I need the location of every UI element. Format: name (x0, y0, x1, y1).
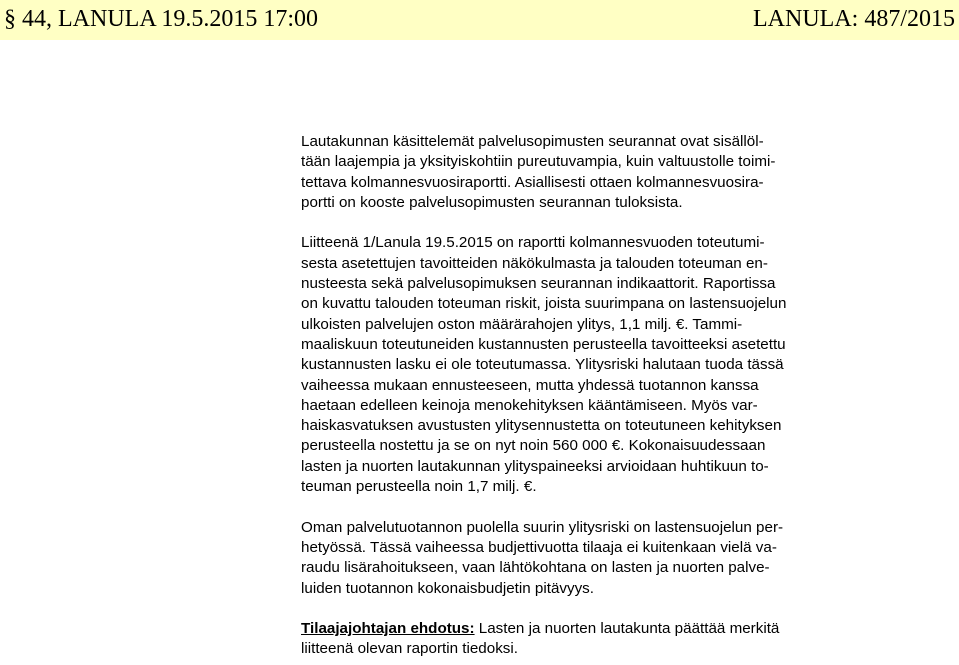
attachment-link[interactable]: Liitteenä 1/Lanula 19.5.2015 (301, 234, 493, 252)
text-line: kustannusten lasku ei ole toteutumassa. Ylitysriski halutaan tuoda tässä (301, 356, 784, 374)
paragraph-spacer (301, 599, 873, 619)
text-line (301, 619, 873, 639)
text-fragment: Lasten ja nuorten lautakunta päättää merkitä (474, 620, 780, 638)
document-body (301, 132, 873, 660)
text-line: portti on kooste palvelusopimusten seurannan tuloksista. (301, 193, 683, 211)
text-line: hetyössä. Tässä vaiheessa budjettivuotta tilaaja ei kuitenkaan vielä va- (301, 538, 777, 556)
text-line: Lautakunnan käsittelemät palvelusopimusten seurannat ovat sisällöl- (301, 133, 764, 150)
text-line: tettava kolmannesvuosiraportti. Asiallisesti ottaen kolmannesvuosira- (301, 173, 764, 191)
text-line: liitteenä olevan raportin tiedoksi. (301, 640, 518, 658)
text-fragment: on raportti kolmannesvuoden toteutumi- (492, 234, 765, 252)
text-line: nusteesta sekä palvelusopimuksen seurannan indikaattorit. Raportissa (301, 275, 776, 293)
text-line: lasten ja nuorten lautakunnan ylityspaineeksi arvioidaan huhtikuun to- (301, 457, 769, 475)
text-line: tään laajempia ja yksityiskohtiin pureutuvampia, kuin valtuustolle toimi- (301, 153, 776, 171)
paragraph-proposal (301, 619, 873, 660)
paragraph-summary (301, 132, 873, 213)
section-reference: § 44, LANULA 19.5.2015 17:00 (4, 6, 318, 32)
text-line: ulkoisten palvelujen oston määrärahojen ylitys, 1,1 milj. €. Tammi- (301, 315, 743, 333)
text-line: Oman palvelutuotannon puolella suurin ylitysriski on lastensuojelun per- (301, 518, 784, 536)
text-line: sesta asetettujen tavoitteiden näkökulmasta ja talouden toteuman en- (301, 254, 768, 272)
document-number: LANULA: 487/2015 (753, 6, 955, 32)
paragraph-report (301, 233, 873, 497)
text-line: maaliskuun toteutuneiden kustannusten perusteella tavoitteeksi asetettu (301, 335, 786, 353)
text-line: perusteella nostettu ja se on nyt noin 560 000 €. Kokonaisuudessaan (301, 437, 766, 455)
paragraph-spacer (301, 497, 873, 517)
text-line: vaiheessa mukaan ennusteeseen, mutta yhdessä tuotannon kanssa (301, 376, 759, 394)
document-header (0, 0, 959, 40)
text-line: teuman perusteella noin 1,7 milj. €. (301, 478, 537, 496)
text-line (301, 233, 873, 253)
text-line: luiden tuotannon kokonaisbudjetin pitävyys. (301, 579, 594, 597)
paragraph-risk (301, 518, 873, 599)
paragraph-spacer (301, 213, 873, 233)
text-line: haetaan edelleen keinoja menokehityksen kääntämiseen. Myös var- (301, 396, 758, 414)
text-line: raudu lisärahoitukseen, vaan lähtökohtana on lasten ja nuorten palve- (301, 559, 770, 577)
proposal-label: Tilaajajohtajan ehdotus: (301, 620, 475, 638)
text-line: haiskasvatuksen avustusten ylitysennustetta on toteutuneen kehityksen (301, 417, 782, 435)
text-line: on kuvattu talouden toteuman riskit, joista suurimpana on lastensuojelun (301, 295, 787, 313)
